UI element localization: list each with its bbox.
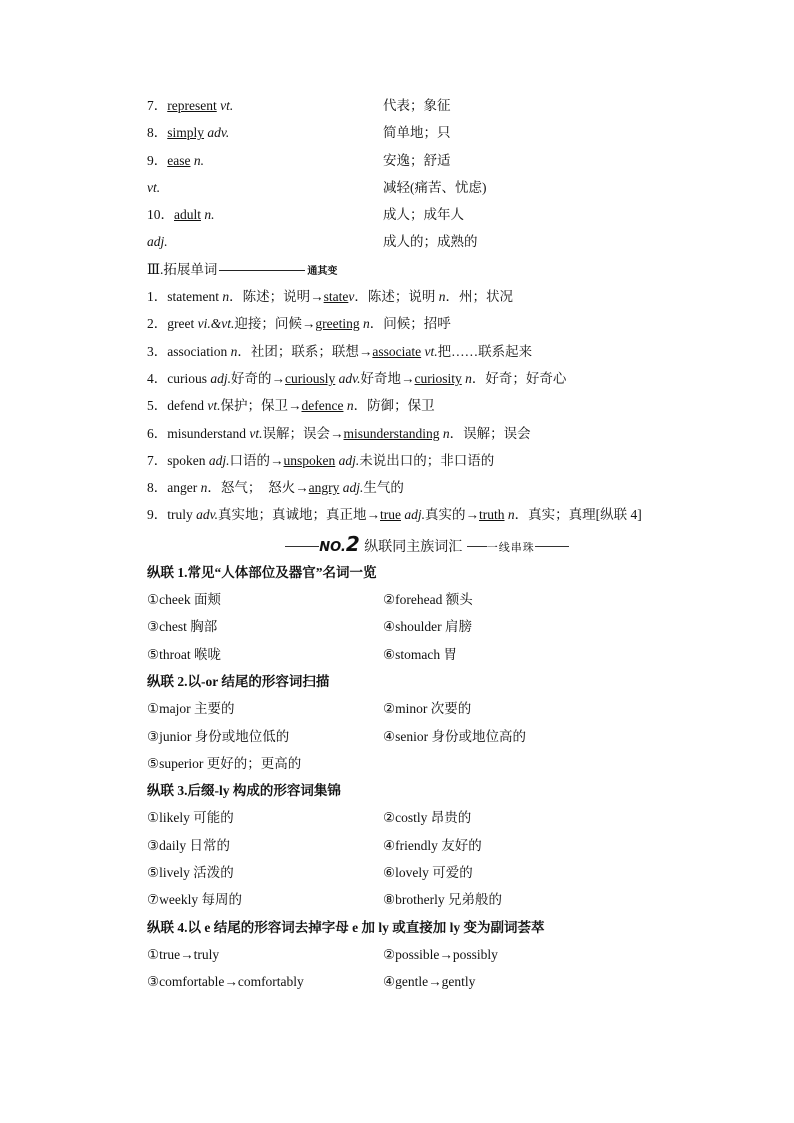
- part-of-speech: vt.: [249, 425, 263, 441]
- part-of-speech: adv.: [196, 507, 218, 523]
- vocab-meaning: 安逸；舒适: [383, 152, 451, 168]
- extension-row: [147, 474, 707, 501]
- part-of-speech: n: [343, 398, 354, 414]
- vocab-pos: n.: [193, 152, 204, 168]
- vocab-row: [147, 174, 707, 201]
- group-row: [147, 859, 707, 886]
- answer-word: curiously: [285, 370, 336, 386]
- row-number: 1．: [147, 289, 168, 305]
- group-row: [147, 613, 707, 640]
- vocab-row: [147, 228, 707, 255]
- group-item: ②minor 次要的: [383, 701, 472, 717]
- vocab-pos: vt.: [147, 179, 161, 195]
- row-text: ．真实；真理[纵联 4]: [514, 507, 642, 523]
- part-of-speech: adj.: [210, 370, 232, 386]
- vocab-meaning: 成人的；成熟的: [383, 234, 478, 250]
- row-text: ．问候；招呼: [369, 316, 451, 332]
- vocab-number: 9．: [147, 152, 168, 168]
- group-title: 纵联 4.以 e 结尾的形容词去掉字母 e 加 ly 或直接加 ly 变为副词荟萃: [147, 919, 545, 935]
- row-text: 迎接；问候→: [234, 316, 316, 332]
- row-text: misunderstand: [167, 425, 250, 441]
- row-text: ．社团；联系；联想→: [237, 343, 373, 359]
- row-text: 生气的: [363, 480, 404, 496]
- answer-word: true: [380, 507, 401, 523]
- vocab-number: 10．: [147, 207, 174, 223]
- part-of-speech: adj.: [401, 507, 426, 523]
- row-number: 9．: [147, 507, 168, 523]
- vocab-pos: n.: [204, 207, 215, 223]
- part-of-speech: n: [200, 480, 208, 496]
- vocab-pos: vt.: [220, 98, 234, 113]
- group-row: [147, 750, 707, 777]
- extension-row: [147, 283, 707, 310]
- extension-row: [147, 420, 707, 447]
- group-item: ①likely 可能的: [147, 810, 234, 826]
- vocab-list: [147, 92, 707, 256]
- group-item: ②possible→possibly: [383, 946, 498, 962]
- vocab-word: ease: [167, 152, 191, 168]
- part-of-speech: adj.: [335, 452, 360, 468]
- group-item: ⑥stomach 胃: [383, 646, 457, 662]
- row-text: 未说出口的；非口语的: [359, 452, 495, 468]
- group-item: ①cheek 面颊: [147, 592, 221, 608]
- row-number: 2．: [147, 316, 168, 332]
- part-of-speech: vt.: [207, 398, 221, 414]
- group-item: ①true→truly: [147, 946, 220, 962]
- row-text: 好奇地→: [360, 370, 415, 386]
- row-number: 4．: [147, 370, 168, 386]
- row-text: 口语的→: [229, 452, 284, 468]
- group-row: [147, 941, 707, 968]
- group-row: [147, 641, 707, 668]
- row-text: statement: [167, 289, 223, 305]
- group-item: ④senior 身份或地位高的: [383, 728, 526, 744]
- group-item: ④shoulder 肩膀: [383, 619, 472, 635]
- part-of-speech: n: [438, 289, 446, 305]
- group-row: [147, 886, 707, 913]
- vocab-word: simply: [167, 125, 205, 141]
- row-text: ．防御；保卫: [353, 398, 435, 414]
- row-text: ．州；状况: [445, 289, 513, 305]
- part-of-speech: v: [348, 289, 355, 305]
- answer-word: curiosity: [414, 370, 462, 386]
- group-row: [147, 586, 707, 613]
- vocab-word: represent: [167, 98, 217, 113]
- vocab-row: [147, 147, 707, 174]
- group-item: ③chest 胸部: [147, 619, 218, 635]
- row-text: 真实的→: [425, 507, 480, 523]
- extension-row: [147, 338, 707, 365]
- answer-word: misunderstanding: [343, 425, 440, 441]
- group-row: [147, 695, 707, 722]
- vocab-row: [147, 92, 707, 119]
- answer-word: truth: [479, 507, 505, 523]
- vocab-number: 8．: [147, 125, 168, 141]
- row-text: anger: [167, 480, 201, 496]
- group-title: 纵联 3.后缀-ly 构成的形容词集锦: [147, 783, 341, 799]
- row-text: truly: [167, 507, 197, 523]
- extension-word-list: [147, 283, 707, 529]
- row-text: 好奇的→: [231, 370, 286, 386]
- answer-word: angry: [308, 480, 340, 496]
- row-text: greet: [167, 316, 198, 332]
- group-item: ⑥lovely 可爱的: [383, 865, 473, 881]
- part-of-speech: adv.: [335, 370, 361, 386]
- part-of-speech: vt.: [421, 343, 438, 359]
- row-text: ．好奇；好奇心: [471, 370, 567, 386]
- vocab-meaning: 成人；成年人: [383, 207, 464, 223]
- group-item: ④gentle→gently: [383, 974, 476, 990]
- row-number: 7．: [147, 452, 168, 468]
- row-text: 把……联系起来: [437, 343, 533, 359]
- group-title: 纵联 2.以-or 结尾的形容词扫描: [147, 673, 330, 689]
- vocab-pos: adv.: [207, 125, 230, 141]
- vocab-meaning: 减轻(痛苦、忧虑): [383, 179, 487, 195]
- group-row: [147, 723, 707, 750]
- group-item: ⑧brotherly 兄弟般的: [383, 892, 502, 908]
- part-of-speech: n: [222, 289, 230, 305]
- group-row: [147, 968, 707, 995]
- row-text: defend: [167, 398, 208, 414]
- vocab-row: [147, 119, 707, 146]
- part-of-speech: n: [461, 370, 472, 386]
- row-text: 误解；误会→: [262, 425, 344, 441]
- extension-row: [147, 501, 707, 528]
- extension-row: [147, 447, 707, 474]
- vocab-word: adult: [174, 207, 201, 223]
- group-item: ②costly 昂贵的: [383, 810, 472, 826]
- vocab-row: [147, 201, 707, 228]
- group-row: [147, 832, 707, 859]
- row-number: 6．: [147, 425, 168, 441]
- row-text: 真实地；真诚地；真正地→: [218, 507, 380, 523]
- heading-rule: [219, 270, 305, 271]
- extension-row: [147, 365, 707, 392]
- group-item: ③junior 身份或地位低的: [147, 728, 290, 744]
- group-item: ⑤throat 喉咙: [147, 646, 221, 662]
- answer-word: associate: [372, 343, 422, 359]
- part-of-speech: vi.&vt.: [197, 316, 235, 332]
- part-of-speech: n: [439, 425, 450, 441]
- part-of-speech: adj.: [208, 452, 230, 468]
- extension-row: [147, 392, 707, 419]
- document-page: [147, 92, 707, 996]
- part-of-speech: n: [359, 316, 370, 332]
- part-of-speech: n: [504, 507, 515, 523]
- row-text: ．怒气； 怒火→: [207, 480, 309, 496]
- group-item: ④friendly 友好的: [383, 837, 482, 853]
- row-text: spoken: [167, 452, 209, 468]
- group-item: ⑤superior 更好的；更高的: [147, 755, 302, 771]
- row-text: ．陈述；说明: [354, 289, 439, 305]
- part-of-speech: n: [230, 343, 238, 359]
- group-item: ③comfortable→comfortably: [147, 974, 304, 990]
- extension-row: [147, 310, 707, 337]
- part-of-speech: adj.: [339, 480, 364, 496]
- answer-word: defence: [301, 398, 344, 414]
- word-groups: [147, 559, 707, 996]
- group-row: [147, 804, 707, 831]
- vocab-meaning: 代表；象征: [383, 98, 451, 113]
- group-item: ①major 主要的: [147, 701, 235, 717]
- answer-word: state: [323, 289, 349, 305]
- vocab-number: 7．: [147, 98, 168, 113]
- row-text: ．陈述；说明→: [229, 289, 324, 305]
- group-title: 纵联 1.常见“人体部位及器官”名词一览: [147, 564, 377, 580]
- row-text: 保护；保卫→: [220, 398, 302, 414]
- answer-word: greeting: [315, 316, 360, 332]
- group-item: ③daily 日常的: [147, 837, 230, 853]
- row-number: 3．: [147, 343, 168, 359]
- group-item: ⑦weekly 每周的: [147, 892, 242, 908]
- vocab-pos: adj.: [147, 234, 168, 250]
- row-number: 8．: [147, 480, 168, 496]
- group-item: ②forehead 额头: [383, 592, 473, 608]
- row-text: ．误解；误会: [449, 425, 531, 441]
- vocab-meaning: 简单地；只: [383, 125, 451, 141]
- row-number: 5．: [147, 398, 168, 414]
- group-item: ⑤lively 活泼的: [147, 865, 234, 881]
- row-text: curious: [167, 370, 211, 386]
- section-heading: Ⅲ.拓展单词 通其变: [147, 261, 338, 277]
- section-banner: NO.2 纵联同主族词汇 一线串珠: [147, 529, 707, 559]
- row-text: association: [167, 343, 231, 359]
- answer-word: unspoken: [283, 452, 336, 468]
